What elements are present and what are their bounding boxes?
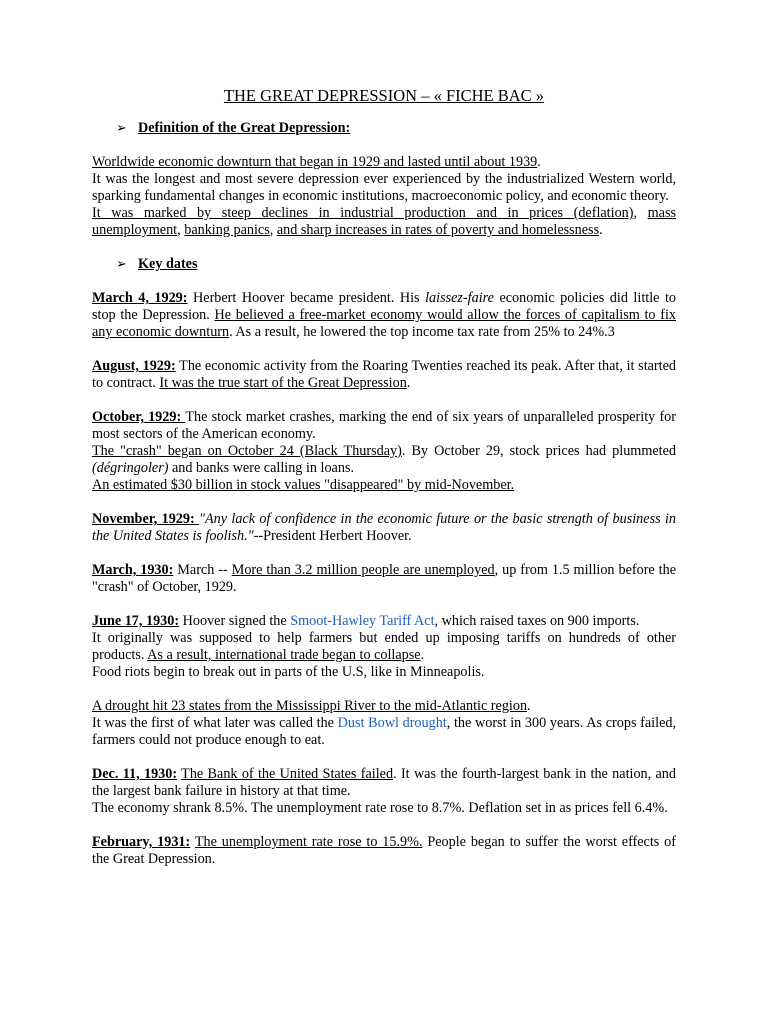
text-run: Definition of the Great Depression: (138, 120, 351, 136)
entry-date: March 4, 1929: (92, 290, 188, 306)
entry-date: February, 1931: (92, 834, 191, 850)
text-run: Worldwide economic downturn that began in 1929 and lasted until about 1939 (92, 154, 538, 170)
text-run: economic policies did little to stop the Depression. (92, 290, 677, 323)
text-run: laissez-faire (425, 290, 494, 306)
entry-date: June 17, 1930: (92, 613, 180, 629)
entry-december-1930 (92, 766, 676, 817)
text-run: The stock market crashes, marking the end of six years of unparalleled prosperity for most sectors of the American economy. (92, 409, 676, 442)
text-run: It was the first of what later was called the (92, 715, 338, 731)
text-run: mass unemployment (92, 205, 676, 238)
text-run: "Any lack of confidence in the economic future or the basic strength of business in the United States is foolish." (92, 511, 676, 544)
text-run: . (406, 375, 411, 391)
arrow-bullet-icon: ➢ (116, 257, 127, 272)
document-page (92, 86, 676, 885)
entry-date: August, 1929: (92, 358, 176, 374)
text-run: As a result, international trade began to collapse (147, 647, 421, 663)
text-run: It was marked by steep declines in industrial production and in prices (deflation) (92, 205, 634, 221)
entry-march-1929 (92, 290, 676, 341)
definition-block (92, 154, 676, 239)
text-run: It was the true start of the Great Depression (159, 375, 407, 391)
text-run: March -- (173, 562, 232, 578)
text-run: , (269, 222, 277, 238)
text-run: . (599, 222, 603, 238)
text-run: Herbert Hoover became president. His (187, 290, 426, 306)
text-run: , (633, 205, 648, 221)
text-run: The "crash" began on October 24 (Black Thursday) (92, 443, 402, 459)
definition-paragraph (92, 205, 676, 239)
text-run: . It was the fourth-largest bank in the nation, and the largest bank failure in history at that time. (92, 766, 676, 799)
text-run: People began to suffer the worst effects of the Great Depression. (92, 834, 676, 867)
text-run: , which raised taxes on 900 imports. (434, 613, 640, 629)
text-run: A drought hit 23 states from the Mississippi River to the mid-Atlantic region (92, 698, 528, 714)
text-run: . By October 29, stock prices had plummeted (401, 443, 676, 459)
text-run: --President Herbert Hoover. (253, 528, 412, 544)
entry-date: Dec. 11, 1930: (92, 766, 178, 782)
text-run: Hoover signed the (179, 613, 291, 629)
arrow-bullet-icon: ➢ (116, 121, 127, 136)
text-run: . (420, 647, 425, 663)
entry-date: October, 1929: (92, 409, 186, 425)
text-run: The unemployment rate rose to 15.9%. (194, 834, 423, 850)
text-run: , (177, 222, 185, 238)
text-run: The economic activity from the Roaring Twenties reached its peak. After that, it started to contract. (92, 358, 676, 391)
text-run: , up from 1.5 million before the "crash" of October, 1929. (92, 562, 677, 595)
page-title (92, 86, 676, 106)
entry-june-1930 (92, 613, 676, 681)
text-run: , the worst in 300 years. As crops failed, farmers could not produce enough to eat. (92, 715, 677, 748)
text-run: and sharp increases in rates of poverty and homelessness (276, 222, 600, 238)
entry-drought (92, 698, 676, 749)
text-run: . As a result, he lowered the top income tax rate from 25% to 24%.3 (229, 324, 615, 340)
text-run: . (537, 154, 541, 170)
text-run: . (527, 698, 531, 714)
text-run: Key dates (138, 256, 198, 272)
text-run: An estimated $30 billion in stock values "disappeared" by mid-November. (92, 477, 515, 493)
text-run: (dégringoler) (92, 460, 169, 476)
text-run: THE GREAT DEPRESSION – « FICHE BAC » (223, 86, 545, 105)
entry-february-1931 (92, 834, 676, 868)
entry-august-1929 (92, 358, 676, 392)
smoot-hawley-link[interactable]: Smoot-Hawley Tariff Act (290, 613, 435, 629)
dust-bowl-link[interactable]: Dust Bowl drought (337, 715, 447, 731)
text-run: Food riots begin to break out in parts of the U.S, like in Minneapolis. (92, 664, 485, 680)
entry-march-1930 (92, 562, 676, 596)
text-run: More than 3.2 million people are unemployed (231, 562, 495, 578)
entry-october-1929 (92, 409, 676, 494)
text-run: The economy shrank 8.5%. The unemployment rate rose to 8.7%. Deflation set in as prices fell 6.4%. (92, 800, 668, 816)
entry-date: March, 1930: (92, 562, 174, 578)
text-run: He believed a free-market economy would allow the forces of capitalism to fix any economic downturn (92, 307, 676, 340)
definition-paragraph: It was the longest and most severe depression ever experienced by the industrialized Western world, sparking fundamental changes in economic institutions, macroeconomic policy, and economic theory. (92, 171, 676, 204)
text-run: The Bank of the United States failed (181, 766, 394, 782)
entry-date: November, 1929: (92, 511, 200, 527)
text-run: and banks were calling in loans. (168, 460, 355, 476)
key-dates-heading (116, 256, 676, 273)
text-run: banking panics (184, 222, 270, 238)
text-run: It originally was supposed to help farmers but ended up imposing tariffs on hundreds of other products. (92, 630, 676, 663)
definition-line (92, 154, 676, 171)
entry-november-1929 (92, 511, 676, 545)
definition-heading (116, 120, 676, 137)
